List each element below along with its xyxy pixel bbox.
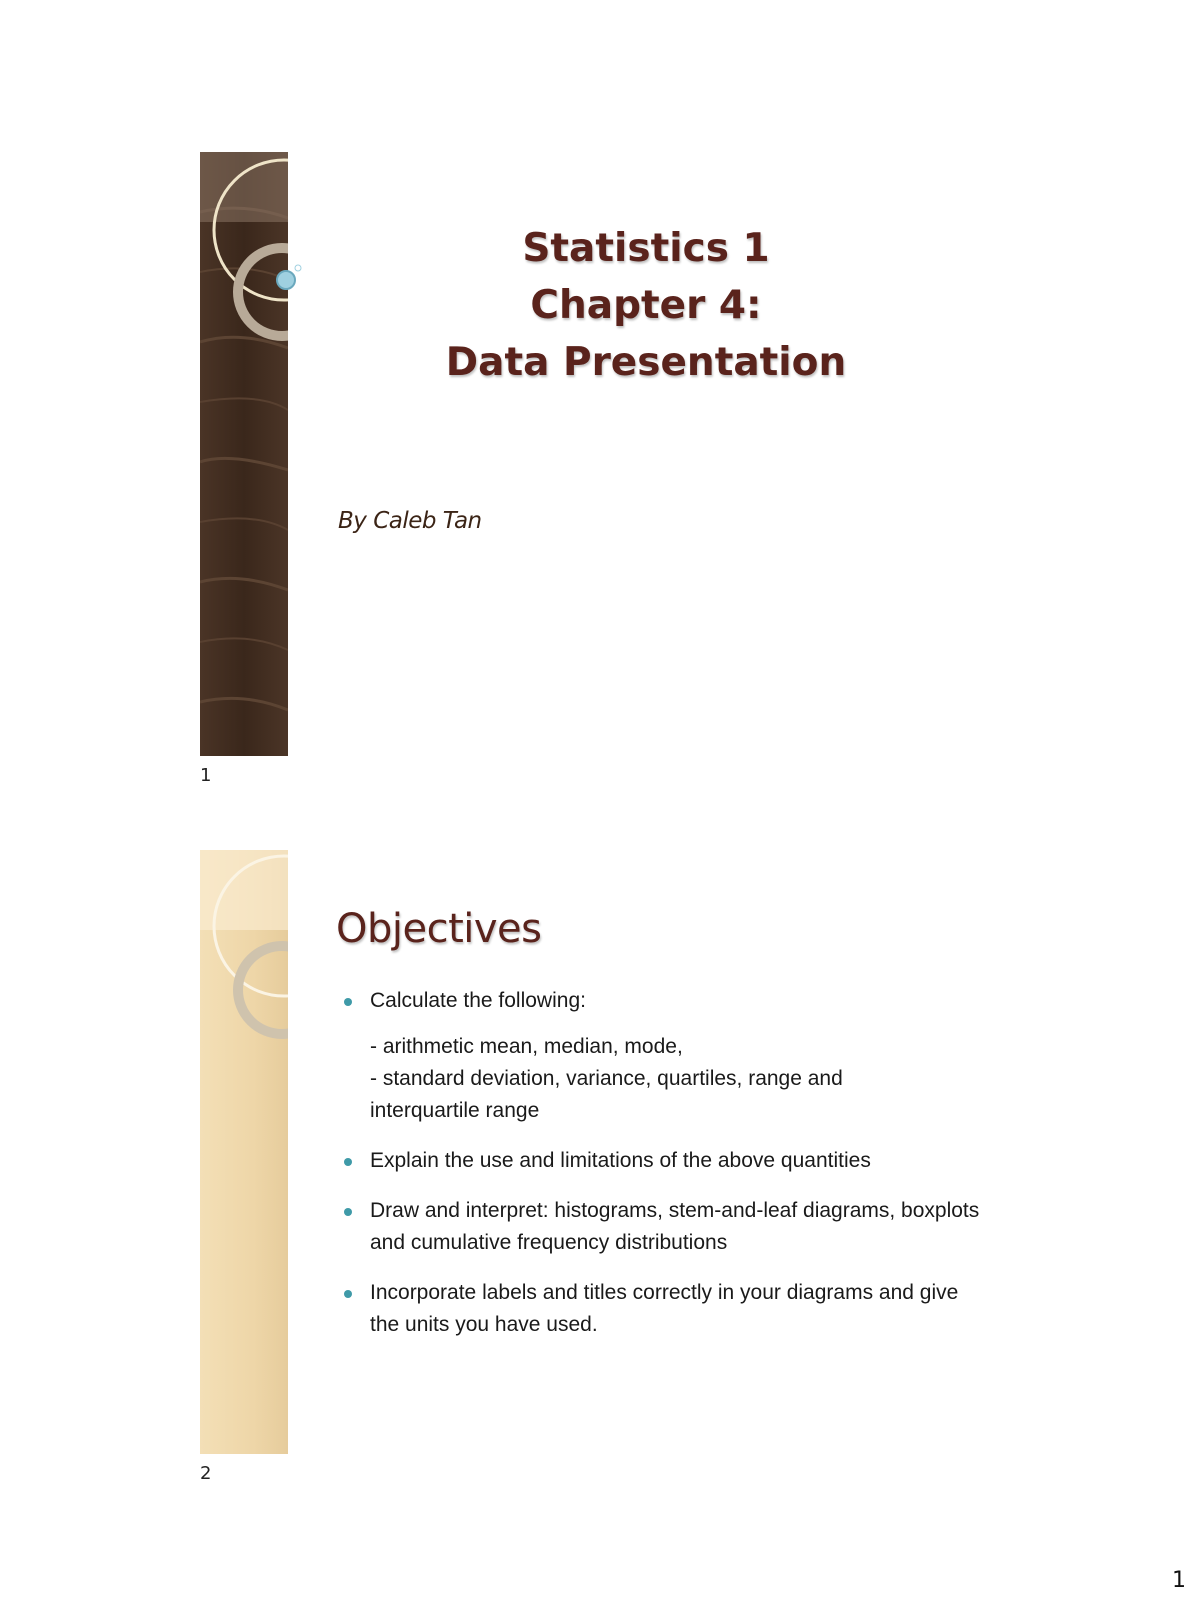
slide-2 xyxy=(200,850,990,1484)
wood-strip-decoration xyxy=(200,152,288,756)
bullet-icon xyxy=(344,1158,352,1166)
sub-line: - arithmetic mean, median, mode, xyxy=(370,1035,683,1058)
slide-number: 2 xyxy=(200,1463,212,1484)
list-item xyxy=(340,1145,980,1177)
list-item xyxy=(340,1195,980,1259)
bullet-icon xyxy=(344,1290,352,1298)
sub-line: - standard deviation, variance, quartiles, range and xyxy=(370,1067,843,1090)
title-line: Chapter 4: xyxy=(530,283,762,328)
title-line: Statistics 1 xyxy=(522,226,770,271)
bullet-text: Explain the use and limitations of the above quantities xyxy=(370,1149,871,1172)
slide-2-title: Objectives xyxy=(336,906,542,952)
title-line: Data Presentation xyxy=(445,340,847,385)
slide-1 xyxy=(200,152,990,786)
list-item xyxy=(340,1277,980,1341)
slide-number: 1 xyxy=(200,765,212,786)
objectives-list xyxy=(340,985,980,1359)
page-number: 1 xyxy=(1172,1568,1186,1593)
bullet-text: Draw and interpret: histograms, stem-and-leaf diagrams, boxplots and cumulative frequency distributions xyxy=(370,1199,980,1254)
slide-1-title xyxy=(436,220,856,391)
bubble-decoration xyxy=(274,264,304,294)
bullet-text: Calculate the following: xyxy=(370,989,586,1012)
bullet-icon xyxy=(344,1208,352,1216)
beige-strip-decoration xyxy=(200,850,288,1454)
list-item xyxy=(340,985,980,1127)
bullet-text: Incorporate labels and titles correctly in your diagrams and give the units you have used. xyxy=(370,1281,959,1336)
author-name: By Caleb Tan xyxy=(338,508,482,534)
sub-line: interquartile range xyxy=(370,1099,540,1122)
sub-list xyxy=(370,1031,980,1127)
bullet-icon xyxy=(344,998,352,1006)
